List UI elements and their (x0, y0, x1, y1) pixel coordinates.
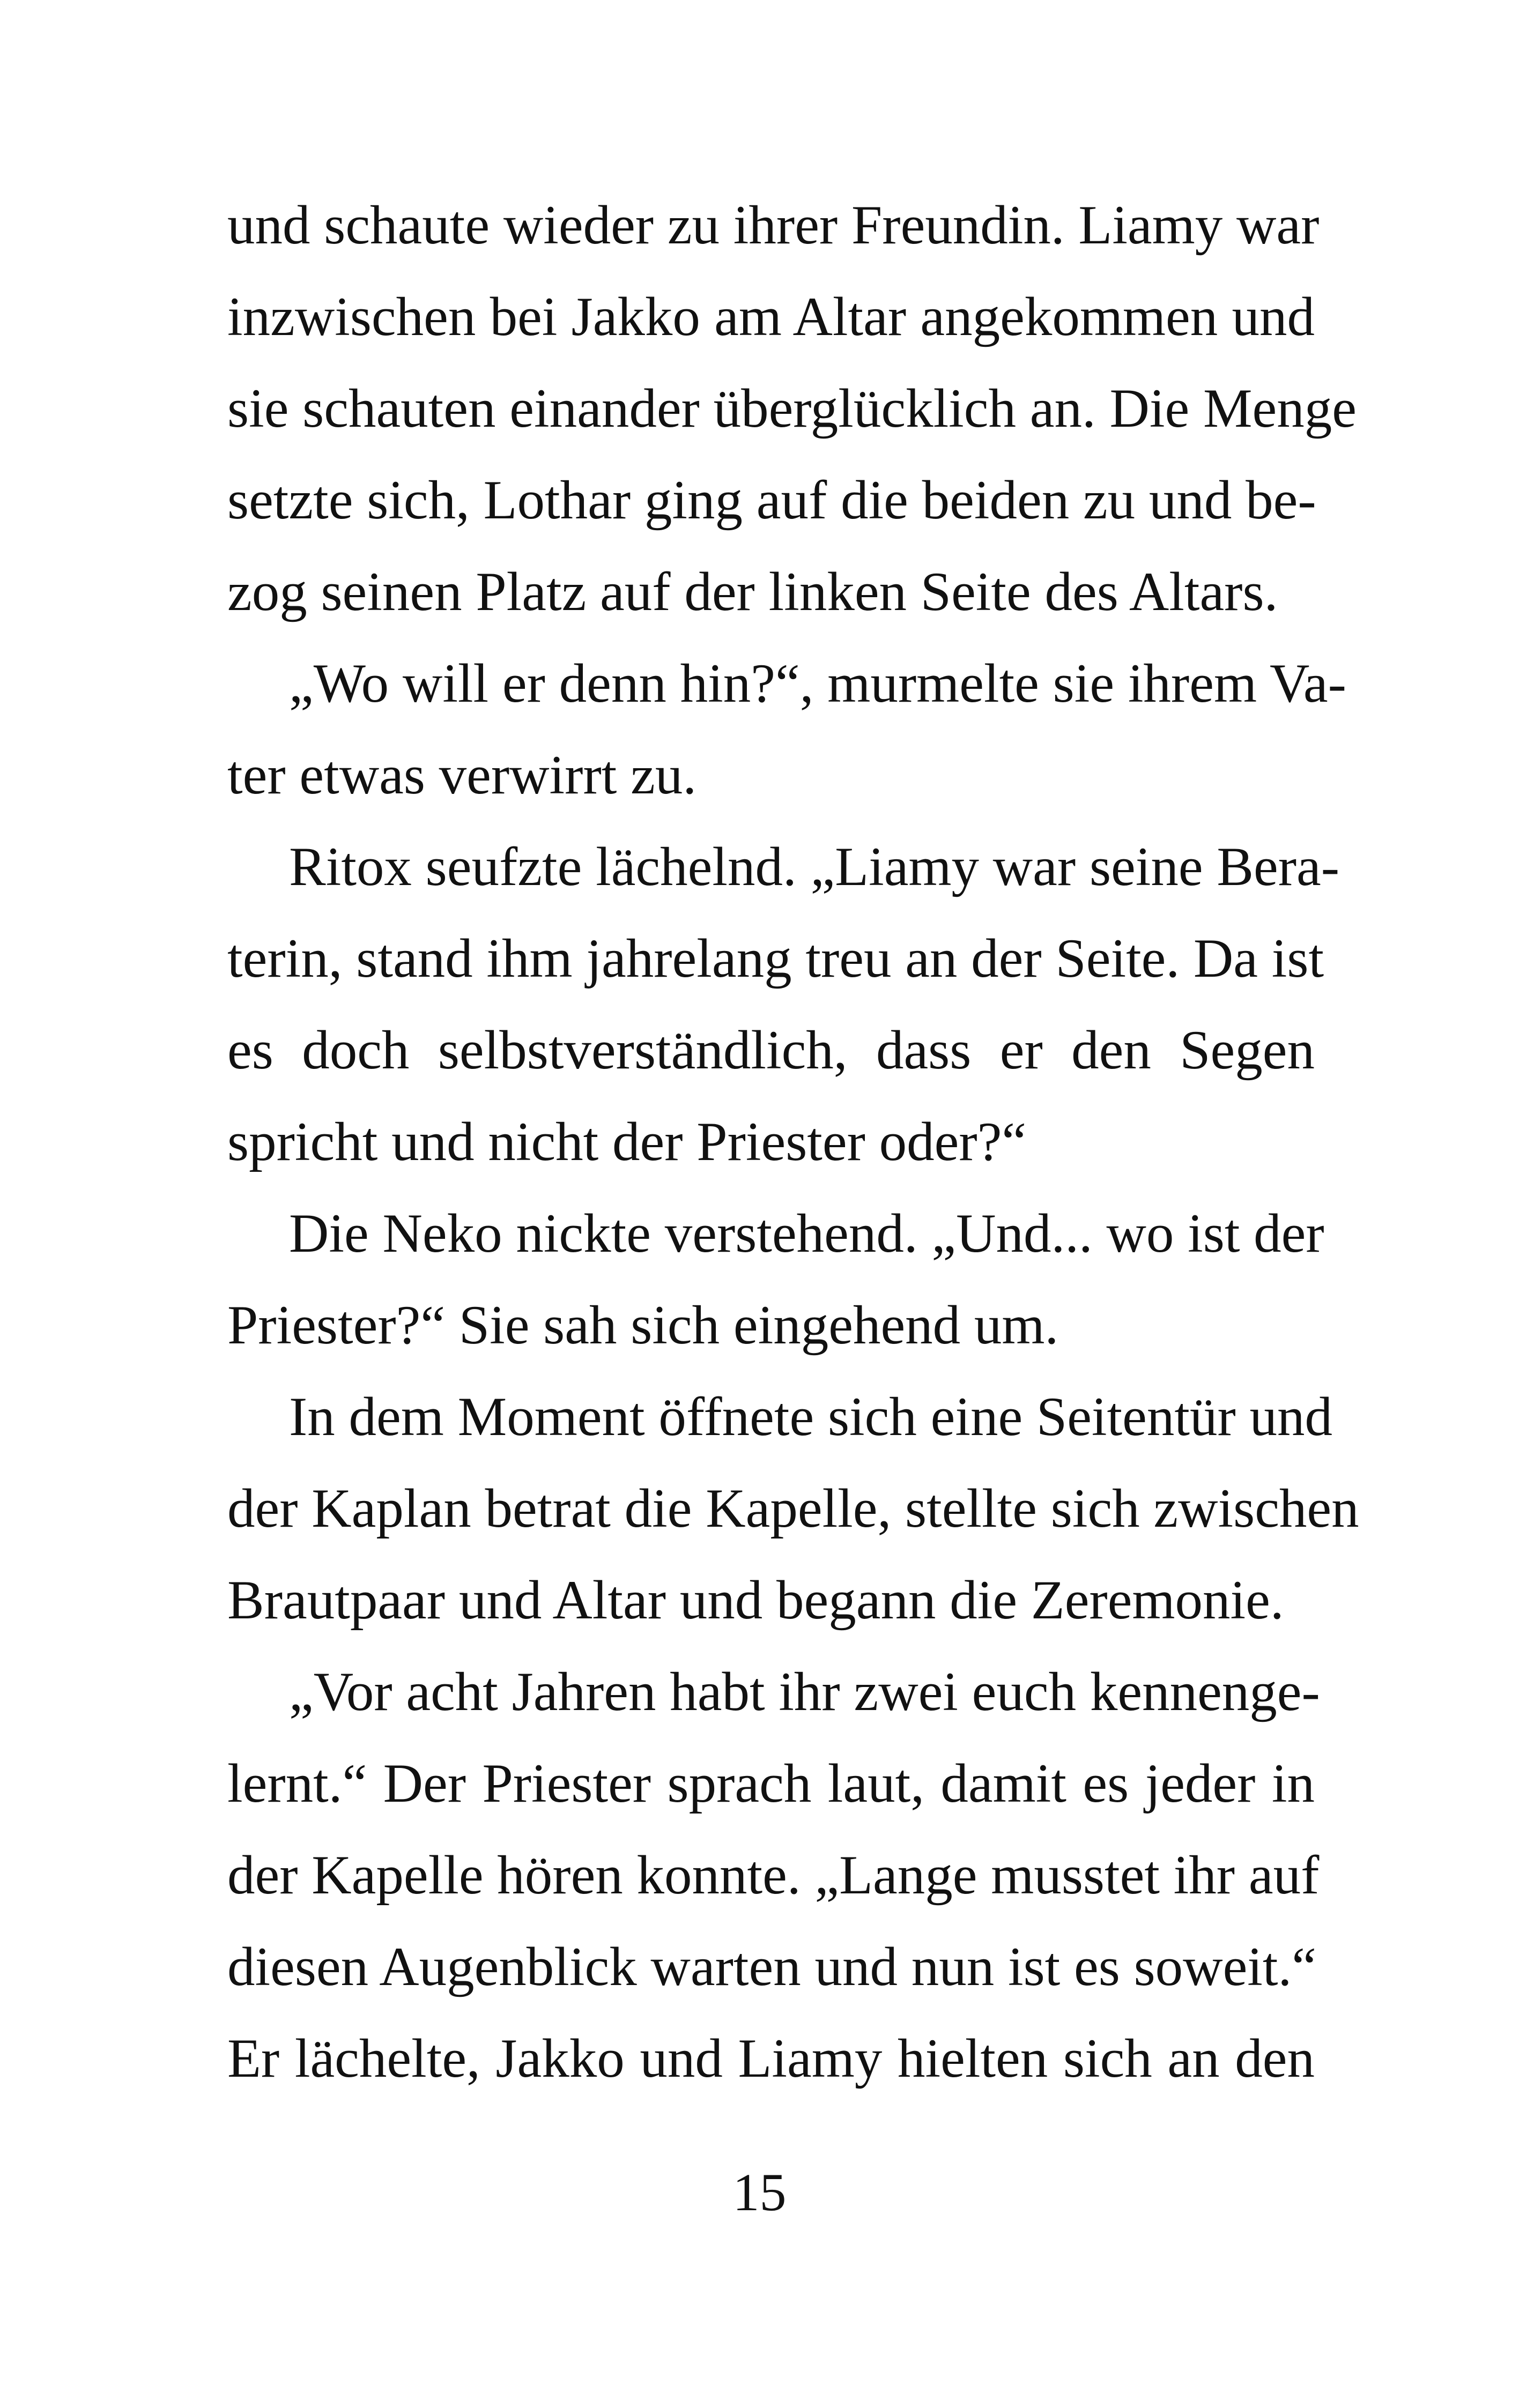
text-line: sie schauten einander überglücklich an. Die Menge (227, 378, 1357, 439)
text-line: zog seinen Platz auf der linken Seite des Altars. (227, 561, 1278, 622)
text-line: In dem Moment öffnete sich eine Seitentür und (289, 1386, 1333, 1447)
text-line: diesen Augenblick warten und nun ist es soweit.“ (227, 1936, 1316, 1997)
text-line: inzwischen bei Jakko am Altar angekommen und (227, 286, 1315, 347)
text-line: es doch selbstverständlich, dass er den Segen (227, 1020, 1315, 1081)
text-line: der Kapelle hören konnte. „Lange musstet ihr auf (227, 1845, 1320, 1906)
text-line: ter etwas verwirrt zu. (227, 745, 697, 806)
text-line: und schaute wieder zu ihrer Freundin. Liamy war (227, 195, 1320, 256)
text-line: „Wo will er denn hin?“, murmelte sie ihrem Va- (289, 653, 1346, 714)
text-line: spricht und nicht der Priester oder?“ (227, 1111, 1027, 1172)
text-line: terin, stand ihm jahrelang treu an der Seite. Da ist (227, 928, 1324, 989)
text-line: Er lächelte, Jakko und Liamy hielten sich an den (227, 2028, 1315, 2089)
text-line: setzte sich, Lothar ging auf die beiden zu und be- (227, 470, 1316, 531)
text-line: Priester?“ Sie sah sich eingehend um. (227, 1295, 1059, 1356)
text-line: „Vor acht Jahren habt ihr zwei euch kennenge- (289, 1661, 1320, 1722)
text-line: Ritox seufzte lächelnd. „Liamy war seine Bera- (289, 836, 1340, 897)
text-line: lernt.“ Der Priester sprach laut, damit es jeder in (227, 1753, 1315, 1814)
text-line: Die Neko nickte verstehend. „Und... wo ist der (289, 1203, 1324, 1264)
text-line: Brautpaar und Altar und begann die Zeremonie. (227, 1570, 1284, 1631)
text-line: der Kaplan betrat die Kapelle, stellte sich zwischen (227, 1478, 1359, 1539)
body-text (227, 180, 1359, 2105)
page-number: 15 (732, 2162, 787, 2222)
